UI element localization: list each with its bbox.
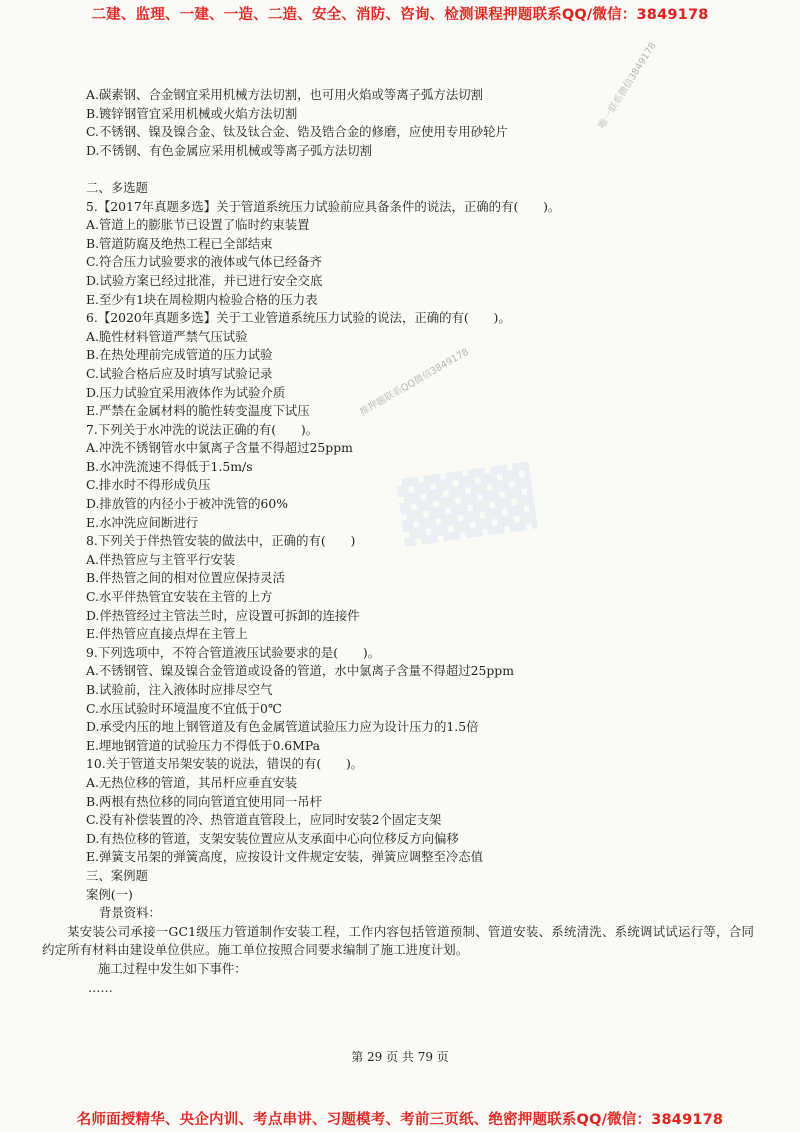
option-line: C.水平伴热管宜安装在主管的上方 xyxy=(86,589,273,605)
option-line: C.不锈钢、镍及镍合金、钛及钛合金、锆及锆合金的修磨，应使用专用砂轮片 xyxy=(86,124,508,140)
section-heading: 二、多选题 xyxy=(86,179,148,195)
option-line: D.承受内压的地上钢管道及有色金属管道试验压力应为设计压力的1.5倍 xyxy=(86,719,479,735)
diagonal-watermark: 推押题联系QQ微信3849178 xyxy=(358,346,471,419)
option-line: A.碳素钢、合金钢宜采用机械方法切割，也可用火焰或等离子弧方法切割 xyxy=(86,87,483,102)
option-line: D.伴热管经过主管法兰时，应设置可拆卸的连接件 xyxy=(86,607,360,623)
option-line: E.至少有1块在周检期内检验合格的压力表 xyxy=(86,291,318,307)
option-line: D.排放管的内径小于被冲洗管的60% xyxy=(86,496,289,512)
option-line: A.管道上的膨胀节已设置了临时约束装置 xyxy=(86,217,310,233)
option-line: D.压力试验宜采用液体作为试验介质 xyxy=(86,384,286,400)
case-title: 案例(一) xyxy=(86,886,133,902)
option-line: E.伴热管应直接点焊在主管上 xyxy=(86,626,248,642)
ellipsis: …… xyxy=(88,979,113,995)
section-heading: 三、案例题 xyxy=(86,867,148,883)
option-line: A.伴热管应与主管平行安装 xyxy=(86,551,236,567)
option-line: D.不锈钢、有色金属应采用机械或等离子弧方法切割 xyxy=(86,142,373,158)
page-content xyxy=(42,86,754,997)
option-line: B.镀锌钢管宜采用机械或火焰方法切割 xyxy=(86,105,298,121)
question-stem: 8.下列关于伴热管安装的做法中，正确的有( ) xyxy=(86,533,356,549)
background-label: 背景资料： xyxy=(99,905,161,921)
option-line: D.有热位移的管道，支架安装位置应从支承面中心向位移反方向偏移 xyxy=(86,830,459,846)
option-line: C.排水时不得形成负压 xyxy=(86,477,211,493)
option-line: B.伴热管之间的相对位置应保持灵活 xyxy=(86,570,285,586)
option-line: E.水冲洗应间断进行 xyxy=(86,514,199,530)
option-line: A.无热位移的管道，其吊杆应垂直安装 xyxy=(86,774,298,790)
diagonal-watermark: 唯一联系微信3849178 xyxy=(596,40,659,131)
case-paragraph: 某安装公司承接一GC1级压力管道制作安装工程，工作内容包括管道预制、管道安装、系统清洗、系统调试试运行等，合同约定所有材料由建设单位供应。施工单位按照合同要求编制了施工进度计划。 xyxy=(42,923,754,958)
option-line: E.弹簧支吊架的弹簧高度，应按设计文件规定安装，弹簧应调整至冷态值 xyxy=(86,849,484,865)
top-ad-banner: 二建、监理、一建、一造、二造、安全、消防、咨询、检测课程押题联系QQ/微信：3849178 xyxy=(91,7,709,23)
option-line: E.严禁在金属材料的脆性转变温度下试压 xyxy=(86,403,310,419)
option-line: B.在热处理前完成管道的压力试验 xyxy=(86,347,273,363)
option-line: E.埋地钢管道的试验压力不得低于0.6MPa xyxy=(86,737,321,753)
background-stamp: ▓▓▓ xyxy=(395,461,538,547)
option-line: B.管道防腐及绝热工程已全部结束 xyxy=(86,235,273,251)
option-line: C.试验合格后应及时填写试验记录 xyxy=(86,365,273,381)
option-line: A.冲洗不锈钢管水中氯离子含量不得超过25ppm xyxy=(86,440,353,456)
question-stem: 5.【2017年真题多选】关于管道系统压力试验前应具备条件的说法，正确的有( )。 xyxy=(86,198,561,214)
page-number: 第 29 页 共 79 页 xyxy=(351,1050,449,1064)
option-line: D.试验方案已经过批准，并已进行安全交底 xyxy=(86,272,323,288)
option-line: A.不锈钢管、镍及镍合金管道或设备的管道，水中氯离子含量不得超过25ppm xyxy=(86,663,514,679)
option-line: B.水冲洗流速不得低于1.5m/s xyxy=(86,458,253,474)
question-stem: 9.下列选项中，不符合管道液压试验要求的是( )。 xyxy=(86,644,381,660)
option-line: B.试验前，注入液体时应排尽空气 xyxy=(86,682,273,697)
question-stem: 7.下列关于水冲洗的说法正确的有( )。 xyxy=(86,421,319,437)
bottom-ad-banner: 名师面授精华、央企内训、考点串讲、习题模考、考前三页纸、绝密押题联系QQ/微信：3849178 xyxy=(76,1112,724,1128)
question-stem: 6.【2020年真题多选】关于工业管道系统压力试验的说法，正确的有( )。 xyxy=(86,310,511,326)
question-stem: 10.关于管道支吊架安装的说法，错误的有( )。 xyxy=(86,756,364,772)
option-line: A.脆性材料管道严禁气压试验 xyxy=(86,328,248,344)
option-line: B.两根有热位移的同向管道宜使用同一吊杆 xyxy=(86,793,323,809)
option-line: C.水压试验时环境温度不宜低于0℃ xyxy=(86,700,282,716)
case-paragraph: 施工过程中发生如下事件： xyxy=(98,960,247,976)
option-line: C.没有补偿装置的冷、热管道直管段上，应同时安装2个固定支架 xyxy=(86,812,442,828)
option-line: C.符合压力试验要求的液体或气体已经备齐 xyxy=(86,254,323,270)
